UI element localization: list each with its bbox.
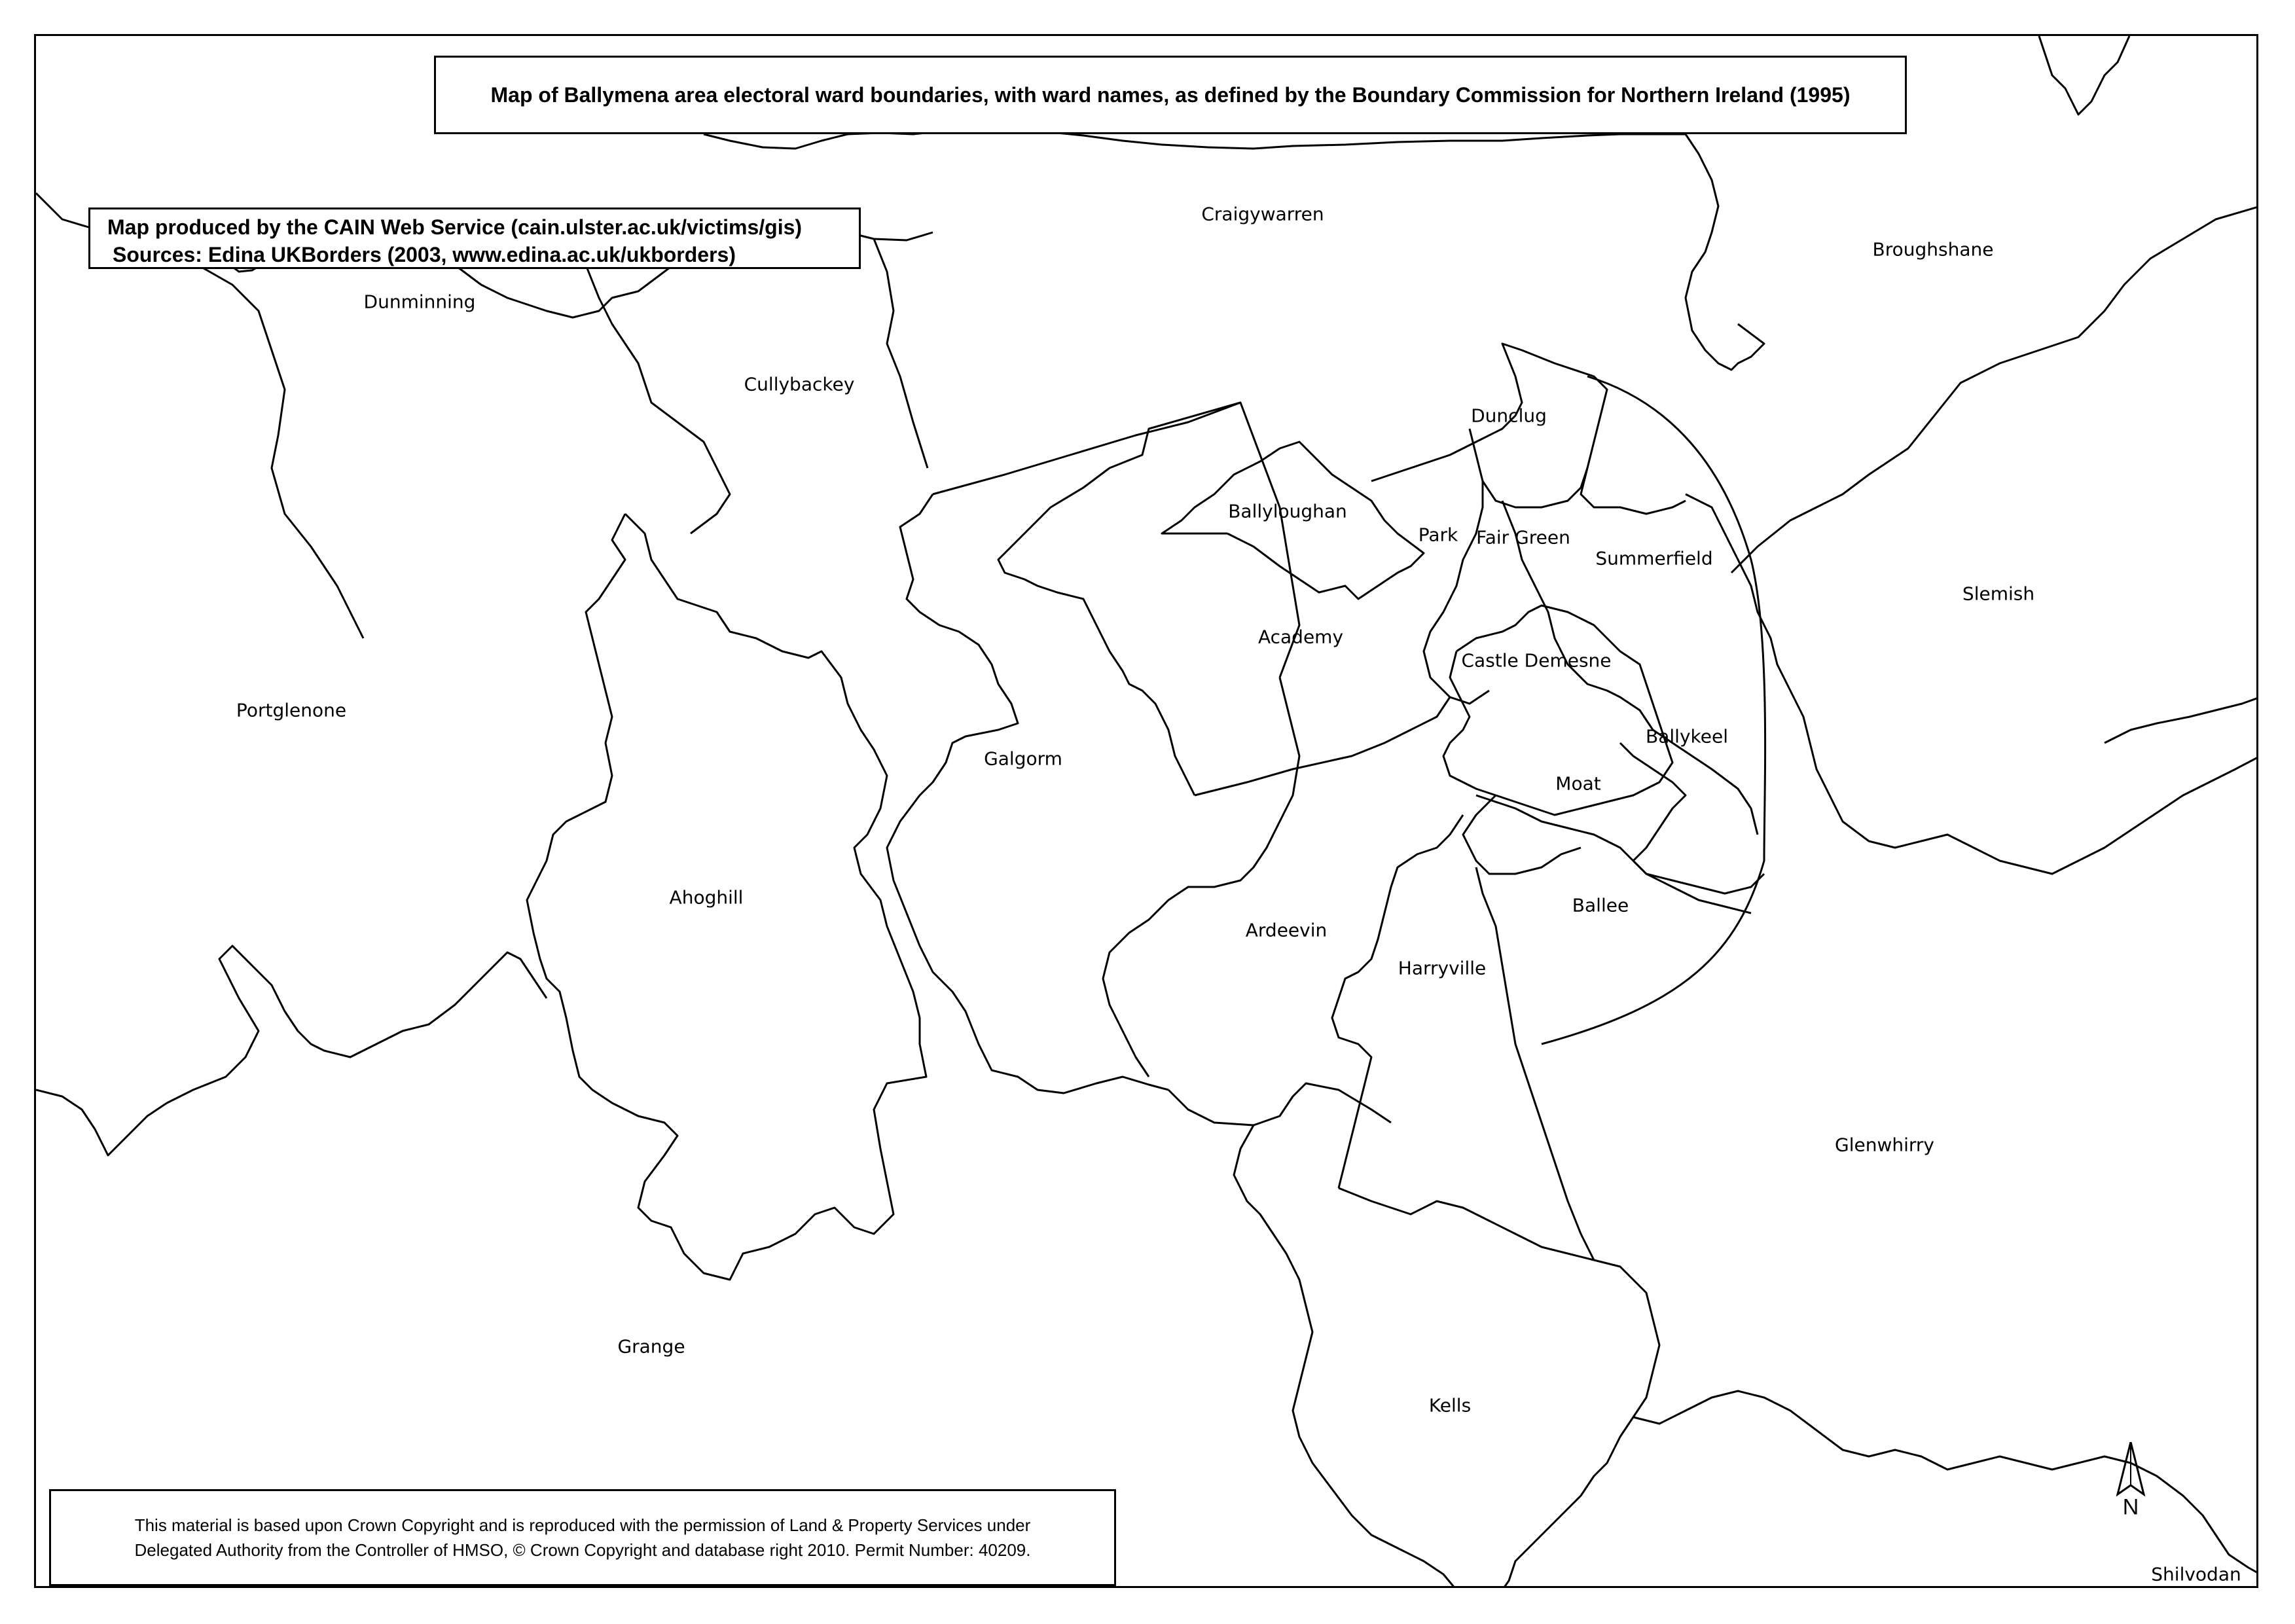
ward-label-portglenone: Portglenone xyxy=(236,699,347,721)
ward-label-ahoghill: Ahoghill xyxy=(669,886,744,909)
boundary-broughshane-slemish xyxy=(1731,206,2258,573)
ward-label-moat: Moat xyxy=(1555,772,1601,795)
ward-label-dunminning: Dunminning xyxy=(363,291,476,313)
boundary-academy-south xyxy=(1195,697,1450,795)
boundary-ardeevin-harryville xyxy=(1332,815,1463,1188)
boundary-slemish-east xyxy=(2105,697,2258,743)
boundary-broughshane-top xyxy=(2039,36,2129,115)
ward-label-ardeevin: Ardeevin xyxy=(1245,919,1328,941)
ward-label-broughshane: Broughshane xyxy=(1872,238,1994,261)
ward-label-ballee: Ballee xyxy=(1572,894,1629,916)
boundary-ardeevin xyxy=(1103,677,1299,1077)
boundary-dunminning-cullybackey xyxy=(586,265,730,533)
ward-label-glenwhirry: Glenwhirry xyxy=(1835,1134,1934,1156)
ward-label-harryville: Harryville xyxy=(1398,957,1487,979)
map-frame xyxy=(34,34,2258,1588)
producer-box xyxy=(88,208,861,269)
ward-label-cullybackey: Cullybackey xyxy=(744,373,855,395)
boundary-kells-south xyxy=(1633,1391,2258,1574)
boundary-kells-east xyxy=(1502,1260,1659,1588)
boundary-dunminning-portglenone xyxy=(187,259,363,638)
boundary-academy-west xyxy=(998,403,1240,795)
boundary-summerfield-slemish xyxy=(1686,494,2258,874)
producer-line-1: Map produced by the CAIN Web Service (cain.ulster.ac.uk/victims/gis) xyxy=(107,215,803,239)
ward-label-fair-green: Fair Green xyxy=(1476,526,1570,549)
ward-label-castle-demesne: Castle Demesne xyxy=(1461,649,1612,672)
boundary-park xyxy=(1371,344,1686,514)
boundary-galgorm-west xyxy=(887,494,1168,1093)
boundary-galgorm-north xyxy=(933,403,1299,677)
ward-label-ballyloughan: Ballyloughan xyxy=(1228,500,1347,522)
ward-label-slemish: Slemish xyxy=(1962,583,2035,605)
copyright-line-1: This material is based upon Crown Copyright and is reproduced with the permission of Land & Property Services under xyxy=(134,1515,1031,1535)
ward-label-galgorm: Galgorm xyxy=(984,748,1062,770)
ward-label-ballykeel: Ballykeel xyxy=(1646,725,1728,748)
boundary-ballykeel xyxy=(1620,743,1764,893)
boundary-kells-north xyxy=(1339,1188,1594,1260)
ward-label-grange: Grange xyxy=(617,1335,685,1358)
ward-label-dunclug: Dunclug xyxy=(1471,405,1547,427)
copyright-box xyxy=(49,1489,1116,1586)
boundary-moat-west xyxy=(1463,795,1581,874)
ward-label-academy: Academy xyxy=(1257,626,1344,648)
ward-label-shilvodan: Shilvodan xyxy=(2151,1563,2241,1585)
ward-label-park: Park xyxy=(1418,524,1458,546)
ward-label-kells: Kells xyxy=(1428,1394,1472,1416)
boundary-town-arc xyxy=(1542,376,1765,1044)
ward-label-craigywarren: Craigywarren xyxy=(1201,203,1324,225)
boundary-dunclug xyxy=(1470,429,1587,507)
boundary-kells-west xyxy=(1234,1125,1456,1588)
map-title-box xyxy=(434,56,1907,134)
north-arrow-letter: N xyxy=(2122,1494,2139,1520)
producer-line-2: Sources: Edina UKBorders (2003, www.edina.ac.uk/ukborders) xyxy=(113,243,736,266)
ward-label-summerfield: Summerfield xyxy=(1595,547,1713,569)
boundary-harryville-ballee xyxy=(1476,867,1594,1260)
boundary-cullybackey-craigy xyxy=(874,239,928,468)
map-title: Map of Ballymena area electoral ward boundaries, with ward names, as defined by the Boundary Commission for Northern Ireland (1995) xyxy=(490,82,1851,107)
boundary-craigywarren-broughshane xyxy=(704,128,1764,370)
boundary-galgorm-south xyxy=(1168,1083,1391,1125)
boundary-portglenone-grange xyxy=(36,946,547,1155)
copyright-line-2: Delegated Authority from the Controller of HMSO, © Crown Copyright and database right 2010. Permit Number: 40209. xyxy=(134,1540,1031,1560)
